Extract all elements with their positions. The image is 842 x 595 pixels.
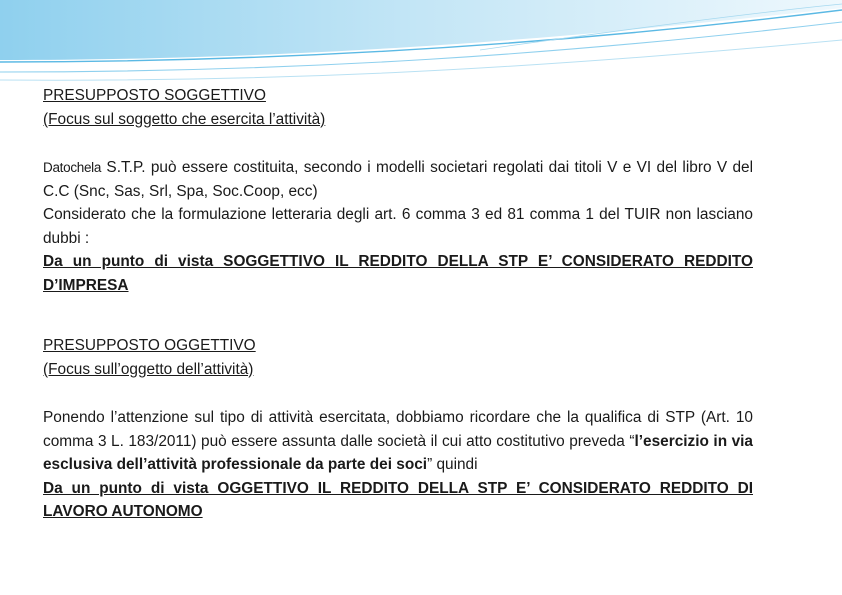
section1-title: PRESUPPOSTO SOGGETTIVO bbox=[43, 87, 266, 104]
section1-paragraph1 bbox=[43, 156, 753, 203]
section1-conclusion: Da un punto di vista SOGGETTIVO IL REDDITO DELLA STP E’ CONSIDERATO REDDITO D’IMPRESA bbox=[43, 253, 753, 294]
section2-paragraph1-text: Ponendo l’attenzione sul tipo di attività esercitata, dobbiamo ricordare che la qualifica di STP (Art. 10 comma 3 L. 183/2011) può essere assunta dalle società il cui atto costitutivo preveda “ bbox=[43, 409, 753, 450]
section2-paragraph1-tail: ” quindi bbox=[427, 456, 478, 473]
section2-conclusion: Da un punto di vista OGGETTIVO IL REDDITO DELLA STP E’ CONSIDERATO REDDITO DI LAVORO AUTONOMO bbox=[43, 479, 753, 520]
section1-paragraph1-text: S.T.P. può essere costituita, secondo i modelli societari regolati dai titoli V e VI del libro V del C.C (Snc, Sas, Srl, Spa, Soc.Coop, ecc) bbox=[43, 159, 753, 200]
decorative-banner bbox=[0, 0, 842, 95]
section1-paragraph2: Considerato che la formulazione letteraria degli art. 6 comma 3 ed 81 comma 1 del TUIR non lasciano dubbi : bbox=[43, 206, 753, 247]
section2-paragraph1-bold: l’esercizio in via esclusiva dell’attività professionale da parte dei soci bbox=[43, 432, 753, 473]
slide-content bbox=[43, 84, 753, 524]
section1-subtitle: (Focus sul soggetto che esercita l’attività) bbox=[43, 110, 326, 128]
section2-subtitle: (Focus sull’oggetto dell’attività) bbox=[43, 360, 254, 378]
section2-title: PRESUPPOSTO OGGETTIVO bbox=[43, 337, 256, 354]
section2-paragraph1 bbox=[43, 406, 753, 477]
section1-paragraph1-lead: Datochela bbox=[43, 160, 102, 175]
